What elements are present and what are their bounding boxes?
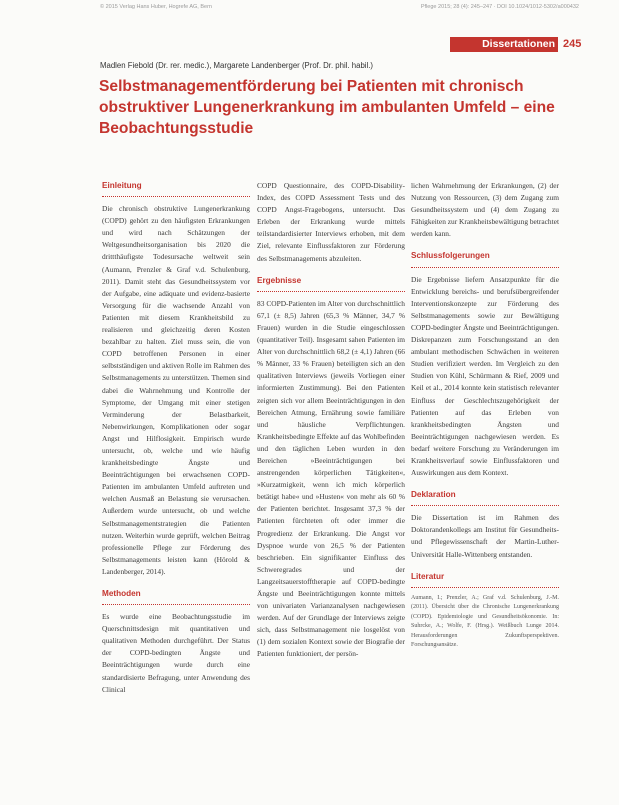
running-header-left: © 2015 Verlag Hans Huber, Hogrefe AG, Bern: [100, 4, 212, 10]
running-header: [100, 4, 579, 10]
heading-literature: Literatur: [411, 571, 559, 588]
page-number: 245: [563, 38, 582, 50]
heading-results: Ergebnisse: [257, 275, 405, 292]
literature-entry: Aumann, I.; Prenzler, A.; Graf v.d. Schulenburg, J.-M. (2011). Übersicht über die Chronische Lungenerkrankung (COPD). Epidemiologie und Gesundheitsökonomie. In: Suhrcke, A.; Wolfe, F. (Hrsg.). Weißbuch Lunge 2014. Herausforderungen Zukunftsperspektiven. Forschungsansätze.: [411, 594, 559, 649]
paragraph-methods-cont: COPD Questionnaire, des COPD-Disability-Index, des COPD Assessment Tests und des COPD Angst-Fragebogens, untersucht. Das Erleben der Erkrankung wurde mittels teilstandardisierter Interviews erhoben, mit dem Ziel, relevante Einflussfaktoren zur Förderung des Selbstmanagements abzuleiten.: [257, 181, 405, 263]
paragraph-methods: Es wurde eine Beobachtungsstudie im Querschnittsdesign mit quantitativen und qualitativen Methoden durchgeführt. Der Status der COPD-bedingten Ängste und Beeinträchtigungen wurde durch eine standardisierte Befragung, unter Anwendung des Clinical: [102, 612, 250, 694]
paragraph-results: 83 COPD-Patienten im Alter von durchschnittlich 67,1 (± 8,5) Jahren (65,3 % Männer, 34,7 % Frauen) wurden in die Studie eingeschlossen (quantitativer Teil). Insgesamt sahen Patienten im Alter von durchschnittlich 68,2 (± 4,1) Jahren (66 % Männer, 33 % Frauen) beteiligten sich an den qualitativen Interviews (jeweils Vorliegen einer informierten Zustimmung). Bei den Patienten zeigten sich vor allem Beeinträchtigungen in den Bereichen Atmung, Ernährung sowie familiäre und häusliche Verpflichtungen. Krankheitsbedingte Effekte auf das Wohlbefinden und den täglichen Leben wurden in den Bereichen »Beeinträchtigungen bei anstrengenden körperlichen Tätigkeiten«, »Kurzatmigkeit, wenn ich mich körperlich betätigt habe« und »Husten« von mehr als 60 % der Patienten berichtet. Insgesamt 37,3 % der Patienten fürchteten oft oder immer die Progredienz der Erkrankung. Die Angst vor Dyspnoe wurde von 26,5 % der Patienten beschrieben. Ein signifikanter Einfluss des Schweregrades und der Langzeitsauerstofftherapie auf COPD-bedingte Ängste und Beeinträchtigungen konnte mittels von univariaten Varianzanalysen nachgewiesen werden. Auf der Grundlage der Interviews zeigte sich, dass Selbstmanagement nie losgelöst von (1) dem sozialen Kontext sowie der Biografie der Patienten funktioniert, der persön-: [257, 298, 405, 659]
paragraph-introduction: Die chronisch obstruktive Lungenerkrankung (COPD) gehört zu den häufigsten Erkrankungen und wird nach Schätzungen der Weltgesundheitsorganisation bis 2020 die drittthäufigste Todesursache weltweit sein (Aumann, Prenzler & Graf v.d. Schulenburg, 2011). Damit steht das Gesundheitssystem vor der Aufgabe, eine adäquate und evidenz-basierte Versorgung für die wachsende Anzahl von Patienten mit diesem Krankheitsbild zu realisieren und gleichzeitig deren Kosten bezahlbar zu halten. Ziel muss sein, die von COPD betroffenen Personen in einer selbstständigen und aktiven Rolle im Rahmen des Selbstmanagements zu unterstützen. Themen sind dabei die Wahrnehmung und Kontrolle der Symptome, der Umgang mit einer stetigen Verminderung der Belastbarkeit, Nebenwirkungen, Komplikationen oder sogar Angst und Hilflosigkeit. Empirisch wurde untersucht, ob, welche und wie häufig krankheitsbedingte Ängste und Beeinträchtigungen bei erwachsenen COPD-Patienten im ambulanten Umfeld auftreten und welchen Ausmaß an Belastung sie verursachen. Außerdem wurde untersucht, ob und welche Selbstmanagementstrategien die Patienten nutzen. Weiterhin wurde geprüft, welchen Beitrag professionelle Pflege zur Förderung des Selbstmanagements leisten kann (Hörold & Landenberger, 2014).: [102, 204, 250, 576]
heading-declaration: Deklaration: [411, 489, 559, 506]
section-label: Dissertationen: [482, 38, 555, 50]
heading-introduction: Einleitung: [102, 180, 250, 197]
article-title: Selbstmanagementförderung bei Patienten mit chronisch obstruktiver Lungenerkrankung im ambulanten Umfeld – eine Beobachtungsstudie: [99, 78, 555, 137]
paragraph-results-cont: lichen Wahrnehmung der Erkrankungen, (2) der Nutzung von Ressourcen, (3) dem Zugang zum Gesundheitssystem und (4) dem Zugang zu Fähigkeiten zur Krankheitsbewältigung betrachtet werden kann.: [411, 181, 559, 239]
running-header-right: Pflege 2015; 28 (4): 245–247 · DOI 10.1024/1012-5302/a000432: [420, 4, 579, 10]
heading-conclusions: Schlussfolgerungen: [411, 250, 559, 267]
authors-line: Madlen Fiebold (Dr. rer. medic.), Margarete Landenberger (Prof. Dr. phil. habil.): [100, 61, 374, 70]
column-3: [411, 180, 559, 651]
paragraph-conclusions: Die Ergebnisse liefern Ansatzpunkte für die Entwicklung bereichs- und berufsübergreifender Interventionskonzepte zur Förderung des Selbstmanagements sowie zur Bewältigung COPD-bedingter Ängste und Beeinträchtigungen. Diskrepanzen zum Forschungsstand an den ambulant methodischen Schwächen in weiteren Studien verifiziert werden. Im Vergleich zu den Studien von Kühl, Schürmann & Rief, 2009 und Keil et al., 2014 konnte kein statistisch relevanter Einfluss der Geschlechtszugehörigkeit der Patienten auf das Erleben von krankheitsbedingten Ängsten und Beeinträchtigungen nachgewiesen werden. Es bedarf weitere Forschung zu Veränderungen im Krankheitsverlauf sowie Einflussfaktoren und Auswirkungen aus dem Kontext.: [411, 274, 559, 478]
heading-methods: Methoden: [102, 588, 250, 605]
paragraph-declaration: Die Dissertation ist im Rahmen des Doktorandenkollegs am Institut für Gesundheits- und Pflegewissenschaft der Martin-Luther-Universität Halle-Wittenberg entstanden.: [411, 513, 559, 559]
column-2: [257, 180, 405, 671]
column-1: [102, 180, 250, 706]
